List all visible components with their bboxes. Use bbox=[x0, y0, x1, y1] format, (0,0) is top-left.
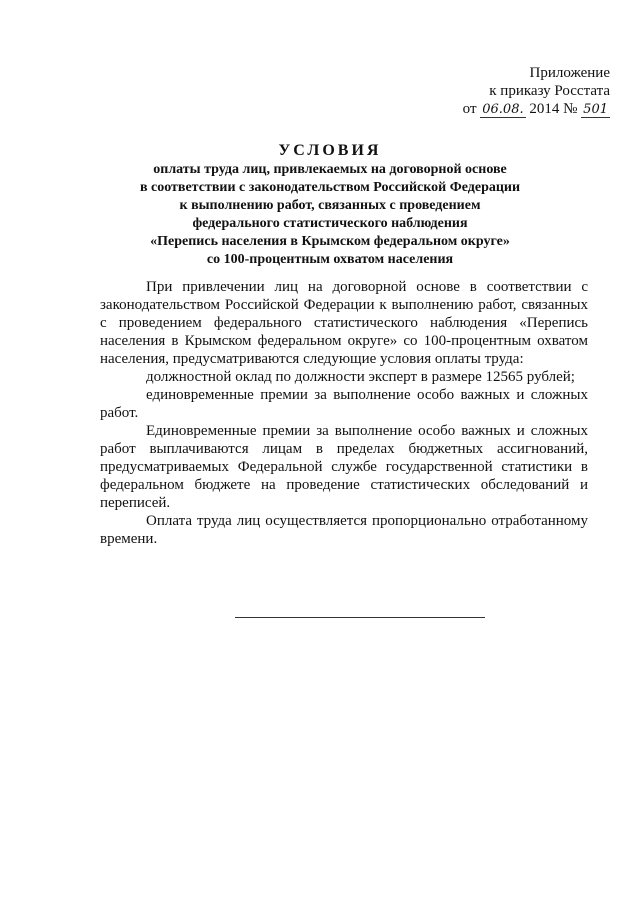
document-title: УСЛОВИЯ bbox=[278, 142, 382, 159]
subtitle-line: «Перепись населения в Крымском федеральном округе» bbox=[150, 234, 510, 249]
subtitle-line: в соответствии с законодательством Российской Федерации bbox=[139, 180, 521, 195]
subtitle-line: со 100-процентным охватом населения bbox=[206, 252, 454, 267]
attachment-header bbox=[420, 64, 610, 118]
document-subtitle bbox=[80, 161, 580, 269]
body-paragraph: Единовременные премии за выполнение особо важных и сложных работ выплачиваются лицам в пределах бюджетных ассигнований, предусматриваемых Федеральной службе государственной статистики в федеральном бюджете на проведение статистических обследований и переписей. bbox=[100, 423, 588, 511]
closing-divider bbox=[235, 617, 485, 618]
body-paragraph: Оплата труда лиц осуществляется пропорционально отработанному времени. bbox=[100, 513, 588, 547]
document-body bbox=[100, 278, 588, 548]
subtitle-line: федерального статистического наблюдения bbox=[192, 216, 468, 231]
handwritten-order-number: 501 bbox=[583, 102, 608, 117]
attachment-label: Приложение bbox=[529, 65, 610, 81]
document-title-block bbox=[80, 141, 580, 269]
handwritten-date: 06.08. bbox=[482, 102, 524, 117]
date-prefix: от bbox=[462, 101, 477, 117]
body-paragraph: должностной оклад по должности эксперт в размере 12565 рублей; bbox=[146, 369, 575, 385]
order-date-line bbox=[420, 100, 610, 118]
body-paragraph: При привлечении лиц на договорной основе в соответствии с законодательством Российской Федерации к выполнению работ, связанных с проведением федерального статистического наблюдения «Перепись населения в Крымском федеральном округе» со 100-процентным охватом населения, предусматриваются следующие условия оплаты труда: bbox=[100, 279, 588, 367]
year-and-number-label: 2014 № bbox=[529, 101, 578, 117]
body-paragraph: единовременные премии за выполнение особо важных и сложных работ. bbox=[100, 387, 588, 421]
subtitle-line: к выполнению работ, связанных с проведением bbox=[179, 198, 481, 213]
order-reference: к приказу Росстата bbox=[489, 83, 610, 99]
subtitle-line: оплаты труда лиц, привлекаемых на договорной основе bbox=[153, 162, 507, 177]
